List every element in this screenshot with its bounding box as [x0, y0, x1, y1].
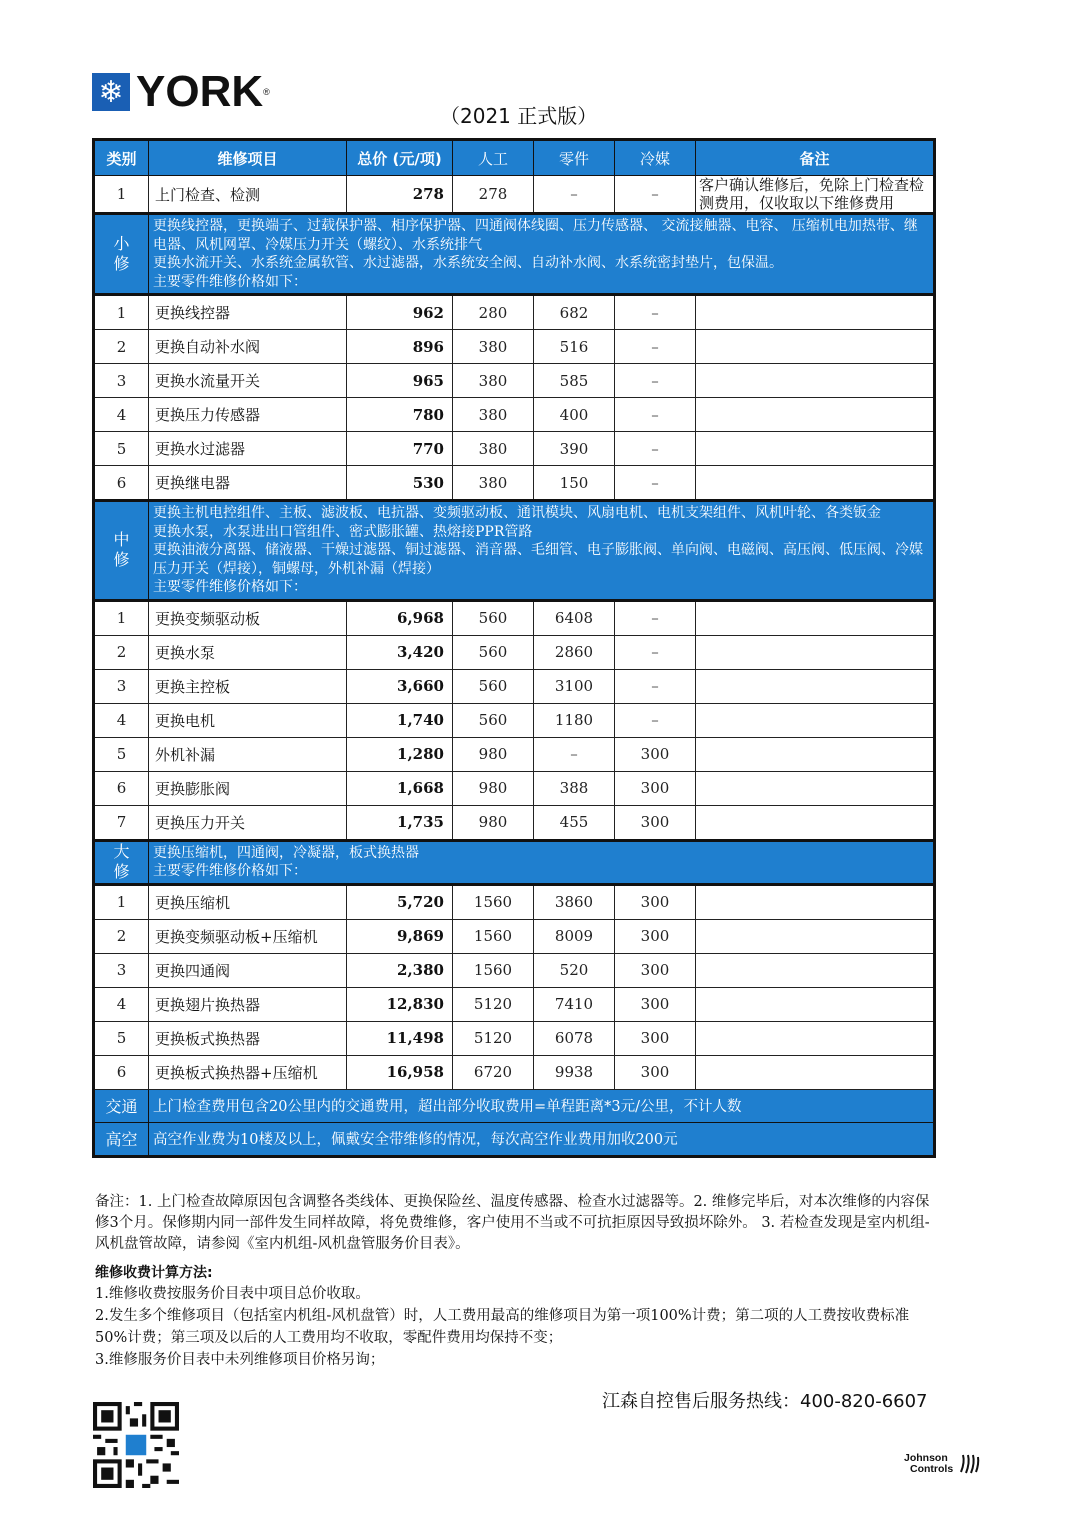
- table-row: [94, 466, 935, 501]
- item-labor: 380: [453, 466, 534, 501]
- section-major-header: [94, 840, 935, 884]
- item-remark: [696, 466, 935, 501]
- table-row: [94, 987, 935, 1021]
- item-total: 1,280: [347, 737, 453, 771]
- desc-line: 更换线控器，更换端子、过载保护器、相序保护器、四通阀体线圈、压力传感器、 交流接触器、电容、 压缩机电加热带、继电器、风机网罩、冷媒压力开关（螺纹）、水系统排气: [153, 218, 918, 253]
- high-altitude-description: 高空作业费为10楼及以上，佩戴安全带维修的情况，每次高空作业费用加收200元: [149, 1122, 935, 1156]
- desc-line: 主要零件维修价格如下：: [153, 273, 307, 290]
- item-parts: 516: [534, 330, 615, 364]
- row-number: 1: [94, 295, 149, 330]
- item-refrigerant: –: [615, 432, 696, 466]
- category-traffic: 交通: [94, 1089, 149, 1122]
- item-total: 11,498: [347, 1021, 453, 1055]
- desc-line: 更换压缩机，四通阀，冷凝器，板式换热器: [153, 844, 419, 861]
- item-remark: [696, 703, 935, 737]
- table-row: [94, 669, 935, 703]
- item-total: 2,380: [347, 953, 453, 987]
- registered-mark: ®: [263, 87, 270, 97]
- row-number: 5: [94, 737, 149, 771]
- item-refrigerant: –: [615, 295, 696, 330]
- category-medium: 中 修: [94, 501, 149, 601]
- item-refrigerant: 300: [615, 805, 696, 840]
- item-parts: 455: [534, 805, 615, 840]
- item-name: 更换变频驱动板: [149, 600, 347, 635]
- item-parts: 1180: [534, 703, 615, 737]
- item-labor: 980: [453, 737, 534, 771]
- header-refrigerant: 冷媒: [615, 140, 696, 176]
- item-refrigerant: –: [615, 600, 696, 635]
- inspection-row: [94, 176, 935, 214]
- item-parts: 6078: [534, 1021, 615, 1055]
- item-total: 1,668: [347, 771, 453, 805]
- item-parts: 520: [534, 953, 615, 987]
- item-remark: [696, 1021, 935, 1055]
- item-total: 6,968: [347, 600, 453, 635]
- traffic-description: 上门检查费用包含20公里内的交通费用，超出部分收取费用=单程距离*3元/公里，不计人数: [149, 1089, 935, 1122]
- item-total: 3,420: [347, 635, 453, 669]
- item-remark: [696, 364, 935, 398]
- brand-name: YORK: [136, 67, 264, 116]
- york-logo: [92, 67, 270, 116]
- calc-method-list: [95, 1283, 940, 1371]
- row-number: 4: [94, 703, 149, 737]
- item-name: 更换压力开关: [149, 805, 347, 840]
- calc-line: 3.维修服务价目表中未列维修项目价格另询；: [95, 1352, 385, 1368]
- item-remark: [696, 635, 935, 669]
- item-labor: 1560: [453, 919, 534, 953]
- traffic-row: [94, 1089, 935, 1122]
- row-number: 5: [94, 1021, 149, 1055]
- item-refrigerant: –: [615, 364, 696, 398]
- category-high-altitude: 高空: [94, 1122, 149, 1156]
- table-row: [94, 953, 935, 987]
- item-parts: 2860: [534, 635, 615, 669]
- item-name: 更换线控器: [149, 295, 347, 330]
- item-total: 780: [347, 398, 453, 432]
- item-remark: [696, 737, 935, 771]
- item-labor: 5120: [453, 987, 534, 1021]
- table-row: [94, 432, 935, 466]
- category-minor: 小 修: [94, 214, 149, 295]
- item-name: 更换膨胀阀: [149, 771, 347, 805]
- item-total: 278: [347, 176, 453, 214]
- item-remark: [696, 398, 935, 432]
- header-total: 总价 (元/项): [347, 140, 453, 176]
- table-row: [94, 1055, 935, 1089]
- row-number: 2: [94, 635, 149, 669]
- item-parts: 388: [534, 771, 615, 805]
- item-refrigerant: 300: [615, 987, 696, 1021]
- item-labor: 560: [453, 669, 534, 703]
- qr-code-icon: [93, 1402, 179, 1488]
- header-parts: 零件: [534, 140, 615, 176]
- item-total: 965: [347, 364, 453, 398]
- item-total: 896: [347, 330, 453, 364]
- item-remark: [696, 432, 935, 466]
- row-number: 5: [94, 432, 149, 466]
- section-medium-description: [149, 501, 935, 601]
- item-total: 962: [347, 295, 453, 330]
- header-remark: 备注: [696, 140, 935, 176]
- snowflake-icon: ❄: [92, 73, 130, 111]
- desc-line: 更换油液分离器、储液器、干燥过滤器、铜过滤器、消音器、毛细管、电子膨胀阀、单向阀、电磁阀、高压阀、低压阀、冷媒压力开关（焊接），铜螺母，外机补漏（焊接）: [153, 542, 923, 577]
- item-name: 更换电机: [149, 703, 347, 737]
- item-name: 更换水过滤器: [149, 432, 347, 466]
- row-number: 3: [94, 669, 149, 703]
- jc-johnson: Johnson: [904, 1452, 948, 1464]
- item-labor: 560: [453, 703, 534, 737]
- version-subtitle: （2021 正式版）: [440, 104, 598, 128]
- item-labor: 1560: [453, 953, 534, 987]
- item-remark: [696, 330, 935, 364]
- item-name: 外机补漏: [149, 737, 347, 771]
- header-item: 维修项目: [149, 140, 347, 176]
- table-row: [94, 771, 935, 805]
- inspection-remark: 客户确认维修后，免除上门检查检测费用，仅收取以下维修费用: [696, 176, 935, 214]
- item-remark: [696, 919, 935, 953]
- item-total: 770: [347, 432, 453, 466]
- item-remark: [696, 805, 935, 840]
- item-parts: 3860: [534, 884, 615, 919]
- item-parts: 390: [534, 432, 615, 466]
- item-refrigerant: –: [615, 466, 696, 501]
- calc-method-title: 维修收费计算方法:: [95, 1265, 213, 1281]
- item-remark: [696, 884, 935, 919]
- service-hotline: 江森自控售后服务热线：400-820-6607: [602, 1391, 928, 1412]
- category-major: 大 修: [94, 840, 149, 884]
- table-row: [94, 364, 935, 398]
- item-name: 更换板式换热器: [149, 1021, 347, 1055]
- item-remark: [696, 953, 935, 987]
- item-name: 更换主控板: [149, 669, 347, 703]
- item-total: 1,735: [347, 805, 453, 840]
- row-number: 3: [94, 364, 149, 398]
- table-row: [94, 737, 935, 771]
- desc-line: 主要零件维修价格如下：: [153, 579, 307, 595]
- item-refrigerant: –: [615, 176, 696, 214]
- item-name: 更换自动补水阀: [149, 330, 347, 364]
- item-labor: 560: [453, 635, 534, 669]
- table-row: [94, 703, 935, 737]
- item-total: 3,660: [347, 669, 453, 703]
- item-labor: 380: [453, 330, 534, 364]
- item-parts: 400: [534, 398, 615, 432]
- item-parts: 585: [534, 364, 615, 398]
- item-name: 更换板式换热器+压缩机: [149, 1055, 347, 1089]
- desc-line: 更换水泵，水泵进出口管组件、密式膨胀罐、热熔接PPR管路: [153, 523, 533, 540]
- item-name: 更换四通阀: [149, 953, 347, 987]
- header-labor: 人工: [453, 140, 534, 176]
- item-refrigerant: 300: [615, 1021, 696, 1055]
- table-row: [94, 330, 935, 364]
- item-refrigerant: 300: [615, 919, 696, 953]
- item-name: 更换水流量开关: [149, 364, 347, 398]
- desc-line: 更换水流开关、水系统金属软管、水过滤器，水系统安全阀、自动补水阀、水系统密封垫片，包保温。: [153, 255, 783, 271]
- table-row: [94, 600, 935, 635]
- item-parts: 7410: [534, 987, 615, 1021]
- item-labor: 380: [453, 398, 534, 432]
- row-number: 1: [94, 176, 149, 214]
- high-altitude-row: [94, 1122, 935, 1156]
- remarks-paragraph: 备注：1. 上门检查故障原因包含调整各类线体、更换保险丝、温度传感器、检查水过滤器等。2. 维修完毕后，对本次维修的内容保修3个月。保修期内同一部件发生同样故障，将免费维修，客户使用不当或不可抗拒原因导致损坏除外。 3. 若检查发现是室内机组-风机盘管故障，请参阅《室内机组-风机盘管服务价目表》。: [95, 1194, 930, 1252]
- item-refrigerant: –: [615, 330, 696, 364]
- table-header-row: [94, 140, 935, 176]
- item-total: 530: [347, 466, 453, 501]
- calc-line: 2.发生多个维修项目（包括室内机组-风机盘管）时，人工费用最高的维修项目为第一项100%计费；第二项的人工费按收费标准50%计费；第三项及以后的人工费用均不收取，零配件费用均保持不变；: [95, 1308, 910, 1346]
- item-parts: 150: [534, 466, 615, 501]
- item-total: 5,720: [347, 884, 453, 919]
- row-number: 6: [94, 771, 149, 805]
- calc-line: 1.维修收费按服务价目表中项目总价收取。: [95, 1286, 370, 1302]
- item-name: 更换继电器: [149, 466, 347, 501]
- item-name: 更换水泵: [149, 635, 347, 669]
- table-row: [94, 919, 935, 953]
- item-parts: –: [534, 737, 615, 771]
- section-minor-description: [149, 214, 935, 295]
- table-row: [94, 295, 935, 330]
- section-medium-header: [94, 501, 935, 601]
- item-parts: 8009: [534, 919, 615, 953]
- item-name: 更换压力传感器: [149, 398, 347, 432]
- row-number: 6: [94, 1055, 149, 1089]
- item-remark: [696, 600, 935, 635]
- item-labor: 380: [453, 432, 534, 466]
- row-number: 3: [94, 953, 149, 987]
- item-labor: 560: [453, 600, 534, 635]
- row-number: 1: [94, 600, 149, 635]
- medium-rows: [94, 600, 935, 840]
- item-labor: 1560: [453, 884, 534, 919]
- table-row: [94, 884, 935, 919]
- major-rows: [94, 884, 935, 1089]
- item-remark: [696, 669, 935, 703]
- item-name: 更换变频驱动板+压缩机: [149, 919, 347, 953]
- item-name: 更换翅片换热器: [149, 987, 347, 1021]
- item-remark: [696, 295, 935, 330]
- item-parts: 9938: [534, 1055, 615, 1089]
- section-major-description: [149, 840, 935, 884]
- row-number: 6: [94, 466, 149, 501]
- price-table: [92, 138, 936, 1158]
- table-row: [94, 398, 935, 432]
- row-number: 1: [94, 884, 149, 919]
- item-total: 12,830: [347, 987, 453, 1021]
- item-name: 更换压缩机: [149, 884, 347, 919]
- item-labor: 980: [453, 805, 534, 840]
- johnson-controls-logo: [904, 1452, 981, 1476]
- item-parts: –: [534, 176, 615, 214]
- item-total: 9,869: [347, 919, 453, 953]
- header-category: 类别: [94, 140, 149, 176]
- item-refrigerant: –: [615, 703, 696, 737]
- item-refrigerant: –: [615, 398, 696, 432]
- item-total: 1,740: [347, 703, 453, 737]
- desc-line: 更换主机电控组件、主板、滤波板、电抗器、变频驱动板、通讯模块、风扇电机、电机支架组件、风机叶轮、各类钣金: [153, 505, 881, 521]
- item-refrigerant: 300: [615, 953, 696, 987]
- johnson-controls-logo-icon: [957, 1452, 981, 1476]
- item-refrigerant: 300: [615, 884, 696, 919]
- item-parts: 682: [534, 295, 615, 330]
- row-number: 2: [94, 919, 149, 953]
- jc-controls: Controls: [910, 1463, 954, 1475]
- table-row: [94, 805, 935, 840]
- item-parts: 3100: [534, 669, 615, 703]
- item-name: 上门检查、检测: [149, 176, 347, 214]
- item-remark: [696, 1055, 935, 1089]
- item-labor: 980: [453, 771, 534, 805]
- desc-line: 主要零件维修价格如下：: [153, 863, 307, 879]
- item-refrigerant: 300: [615, 771, 696, 805]
- item-labor: 278: [453, 176, 534, 214]
- item-refrigerant: –: [615, 635, 696, 669]
- item-labor: 6720: [453, 1055, 534, 1089]
- minor-rows: [94, 295, 935, 501]
- item-refrigerant: 300: [615, 1055, 696, 1089]
- table-row: [94, 1021, 935, 1055]
- item-refrigerant: 300: [615, 737, 696, 771]
- row-number: 7: [94, 805, 149, 840]
- row-number: 2: [94, 330, 149, 364]
- section-minor-header: [94, 214, 935, 295]
- table-row: [94, 635, 935, 669]
- item-refrigerant: –: [615, 669, 696, 703]
- item-total: 16,958: [347, 1055, 453, 1089]
- item-parts: 6408: [534, 600, 615, 635]
- item-remark: [696, 987, 935, 1021]
- row-number: 4: [94, 987, 149, 1021]
- item-labor: 5120: [453, 1021, 534, 1055]
- item-remark: [696, 771, 935, 805]
- item-labor: 380: [453, 364, 534, 398]
- row-number: 4: [94, 398, 149, 432]
- item-labor: 280: [453, 295, 534, 330]
